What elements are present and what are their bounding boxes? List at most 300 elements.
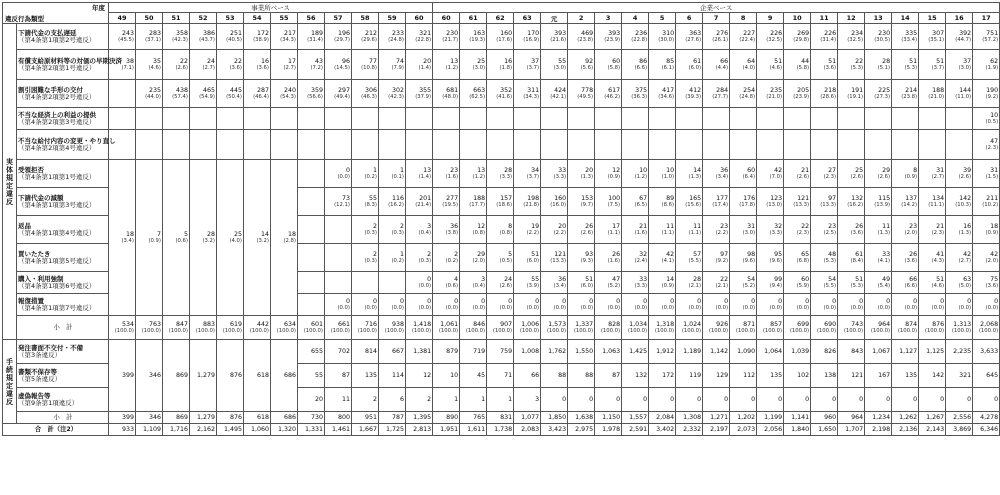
percent-value: (0.2) — [445, 257, 459, 264]
value-cell — [649, 216, 676, 244]
percent-value: (4.0) — [742, 64, 756, 71]
percent-value: (5.3) — [904, 64, 918, 71]
value-cell — [676, 388, 703, 412]
value-cell — [406, 108, 433, 130]
count-value: 618 — [256, 372, 269, 379]
percent-value: (40.5) — [226, 36, 242, 43]
percent-value: (0.5) — [499, 257, 513, 264]
count-value: 23 — [450, 166, 459, 174]
count-value: 618 — [256, 414, 269, 421]
value-cell — [757, 294, 784, 316]
value-cell — [244, 50, 271, 80]
count-value: 66 — [531, 372, 540, 379]
year-cell: 53 — [217, 13, 244, 24]
count-value: 1,418 — [413, 320, 432, 328]
count-value: 28 — [206, 230, 215, 238]
count-value: 1 — [372, 166, 377, 174]
value-cell — [190, 130, 217, 160]
percent-value: (2.0) — [904, 229, 918, 236]
percent-value: (9.6) — [742, 257, 756, 264]
percent-value: (5.3) — [850, 282, 864, 289]
percent-value: (37.9) — [415, 93, 432, 100]
violation-article: （第4条第1項第6号違反） — [18, 281, 96, 290]
count-value: 11 — [882, 222, 891, 230]
percent-value: (42.3) — [388, 93, 404, 100]
value-cell — [892, 340, 919, 364]
value-cell — [568, 316, 595, 340]
value-cell — [892, 272, 919, 294]
count-value: 1 — [454, 396, 459, 403]
value-cell — [811, 340, 838, 364]
value-cell — [838, 388, 865, 412]
count-value: 0 — [562, 297, 567, 305]
violation-article: （第9条第1項違反） — [18, 398, 79, 407]
percent-value: (13.3) — [820, 201, 837, 208]
count-value: 51 — [774, 57, 783, 65]
value-cell — [298, 412, 325, 424]
value-cell — [379, 294, 406, 316]
value-cell — [298, 272, 325, 294]
percent-value: (54.3) — [280, 93, 296, 100]
percent-value: (0.0) — [769, 304, 783, 311]
value-cell — [946, 294, 973, 316]
count-value: 62 — [990, 57, 999, 65]
value-cell — [460, 388, 487, 412]
violation-row — [3, 108, 1000, 130]
value-cell — [946, 216, 973, 244]
value-cell — [541, 160, 568, 188]
percent-value: (19.3) — [469, 36, 486, 43]
count-value: 66 — [909, 275, 918, 283]
count-value: 121 — [554, 250, 567, 258]
count-value: 54 — [747, 275, 756, 283]
count-value: 0 — [670, 396, 675, 403]
count-value: 27 — [828, 166, 837, 174]
value-cell — [649, 50, 676, 80]
count-value: 102 — [797, 372, 810, 379]
count-value: 655 — [310, 348, 323, 355]
value-cell — [784, 412, 811, 424]
count-value: 10 — [666, 166, 675, 174]
count-value: 2,975 — [575, 426, 594, 433]
violation-article: （第4条第2項第4号違反） — [18, 143, 96, 152]
percent-value: (7.0) — [769, 173, 783, 180]
count-value: 871 — [743, 320, 756, 328]
value-cell — [487, 294, 514, 316]
value-cell — [703, 188, 730, 216]
percent-value: (3.8) — [445, 229, 459, 236]
value-cell — [892, 50, 919, 80]
percent-value: (0.0) — [553, 304, 567, 311]
percent-value: (21.8) — [523, 201, 540, 208]
percent-value: (2.1) — [688, 282, 702, 289]
percent-value: (46.3) — [361, 93, 377, 100]
value-cell — [433, 388, 460, 412]
percent-value: (6.4) — [742, 173, 756, 180]
percent-value: (0.0) — [904, 304, 918, 311]
count-value: 306 — [364, 86, 377, 94]
violation-type-name: 不当な経済上の利益の提供 — [18, 110, 96, 119]
count-value: 663 — [473, 86, 486, 94]
count-value: 0 — [643, 297, 648, 305]
count-value: 0 — [427, 297, 432, 305]
count-value: 236 — [635, 29, 648, 37]
percent-value: (33.4) — [901, 36, 918, 43]
violation-type-name: 返品 — [18, 221, 31, 230]
percent-value: (100.0) — [519, 327, 540, 334]
violation-type-name: 下請代金の減額 — [18, 193, 64, 202]
value-cell — [433, 216, 460, 244]
violation-type-label — [17, 388, 109, 412]
count-value: 2,198 — [872, 426, 891, 433]
percent-value: (43.7) — [199, 36, 215, 43]
count-value: 1,271 — [710, 414, 729, 421]
value-cell — [784, 294, 811, 316]
value-cell — [541, 388, 568, 412]
percent-value: (29.6) — [361, 36, 377, 43]
percent-value: (3.6) — [823, 64, 837, 71]
percent-value: (3.3) — [499, 173, 513, 180]
value-cell — [109, 340, 136, 412]
violation-row — [3, 160, 1000, 188]
percent-value: (6.0) — [526, 257, 540, 264]
value-cell — [271, 316, 298, 340]
percent-value: (13.0) — [766, 201, 783, 208]
year-cell: 15 — [919, 13, 946, 24]
percent-value: (6.5) — [634, 201, 648, 208]
value-cell — [325, 364, 352, 388]
value-cell — [946, 364, 973, 388]
value-cell — [487, 424, 514, 436]
percent-value: (32.5) — [766, 36, 783, 43]
count-value: 297 — [337, 86, 350, 94]
value-cell — [244, 412, 271, 424]
count-value: 392 — [959, 29, 972, 37]
percent-value: (2.3) — [931, 229, 945, 236]
value-cell — [595, 424, 622, 436]
count-value: 2,084 — [656, 414, 675, 421]
percent-value: (9.7) — [580, 201, 594, 208]
value-cell — [703, 50, 730, 80]
percent-value: (100.0) — [141, 327, 161, 334]
count-value: 63 — [963, 275, 972, 283]
percent-value: (1.1) — [661, 229, 675, 236]
percent-value: (4.1) — [661, 257, 675, 264]
percent-value: (100.0) — [357, 327, 377, 334]
value-cell — [433, 412, 460, 424]
count-value: 37 — [531, 57, 540, 65]
value-cell — [217, 412, 244, 424]
value-cell — [595, 24, 622, 50]
value-cell — [865, 130, 892, 160]
percent-value: (38.9) — [253, 36, 269, 43]
value-cell — [406, 216, 433, 244]
value-cell — [298, 316, 325, 340]
value-cell — [676, 216, 703, 244]
count-value: 4 — [454, 275, 459, 283]
percent-value: (6.8) — [796, 257, 810, 264]
count-value: 165 — [689, 194, 702, 202]
value-cell — [784, 50, 811, 80]
count-value: 1,381 — [413, 348, 432, 355]
value-cell — [595, 340, 622, 364]
count-value: 71 — [504, 372, 513, 379]
value-cell — [838, 216, 865, 244]
count-value: 14 — [693, 166, 702, 174]
count-value: 0 — [913, 396, 918, 403]
count-value: 20 — [314, 396, 323, 403]
value-cell — [973, 80, 1000, 108]
count-value: 172 — [256, 29, 269, 37]
year-cell: 4 — [622, 13, 649, 24]
violation-type-name: 発注書面不交付・不備 — [18, 343, 83, 352]
value-cell — [595, 412, 622, 424]
value-cell — [217, 316, 244, 340]
count-value: 26 — [909, 250, 918, 258]
count-value: 21 — [936, 222, 945, 230]
count-value: 11 — [341, 396, 350, 403]
percent-value: (27.3) — [874, 93, 891, 100]
value-cell — [622, 272, 649, 294]
count-value: 0 — [697, 396, 702, 403]
count-value: 276 — [716, 29, 729, 37]
percent-value: (22.8) — [631, 36, 648, 43]
value-cell — [568, 364, 595, 388]
percent-value: (30.5) — [874, 36, 891, 43]
count-value: 22 — [801, 222, 810, 230]
value-cell — [460, 80, 487, 108]
percent-value: (0.3) — [364, 257, 377, 264]
percent-value: (5.5) — [688, 257, 702, 264]
count-value: 5 — [183, 230, 188, 238]
count-value: 51 — [936, 57, 945, 65]
value-cell — [649, 80, 676, 108]
percent-value: (0.9) — [661, 282, 675, 289]
percent-value: (44.7) — [955, 36, 972, 43]
percent-value: (8.4) — [850, 257, 864, 264]
value-cell — [919, 50, 946, 80]
percent-value: (0.6) — [175, 237, 188, 244]
percent-value: (0.0) — [607, 304, 621, 311]
percent-value: (2.7) — [202, 64, 215, 71]
value-cell — [811, 216, 838, 244]
count-value: 21 — [801, 166, 810, 174]
value-cell — [946, 244, 973, 272]
count-value: 719 — [473, 348, 486, 355]
violation-type-label — [17, 364, 109, 388]
count-value: 51 — [585, 275, 594, 283]
count-value: 1,060 — [250, 426, 269, 433]
percent-value: (100.0) — [330, 327, 350, 334]
count-value: 1 — [399, 166, 404, 174]
count-value: 243 — [121, 29, 134, 37]
value-cell — [811, 188, 838, 216]
count-value: 346 — [148, 372, 161, 379]
percent-value: (46.4) — [253, 93, 269, 100]
value-cell — [514, 80, 541, 108]
percent-value: (100.0) — [303, 327, 323, 334]
count-value: 49 — [882, 275, 891, 283]
value-cell — [163, 316, 190, 340]
percent-value: (23.9) — [793, 93, 810, 100]
count-value: 0 — [399, 297, 404, 305]
count-value: 311 — [527, 86, 540, 94]
percent-value: (1.1) — [607, 229, 621, 236]
percent-value: (0.0) — [661, 304, 675, 311]
count-value: 235 — [148, 86, 161, 94]
percent-value: (3.3) — [553, 173, 567, 180]
count-value: 160 — [500, 29, 513, 37]
count-value: 874 — [905, 320, 918, 328]
count-value: 814 — [364, 348, 377, 355]
percent-value: (100.0) — [384, 327, 404, 334]
count-value: 1,061 — [440, 320, 459, 328]
percent-value: (100.0) — [276, 327, 296, 334]
percent-value: (3.4) — [715, 173, 729, 180]
percent-value: (5.9) — [796, 282, 810, 289]
count-value: 283 — [148, 29, 161, 37]
value-cell — [973, 340, 1000, 364]
value-cell — [109, 50, 136, 80]
count-value: 0 — [859, 297, 864, 305]
percent-value: (0.0) — [445, 304, 459, 311]
value-cell — [541, 340, 568, 364]
count-value: 42 — [963, 250, 972, 258]
count-value: 1,142 — [710, 348, 729, 355]
count-value: 115 — [878, 194, 891, 202]
value-cell — [649, 108, 676, 130]
count-value: 17 — [612, 222, 621, 230]
procedural-row — [3, 340, 1000, 364]
value-cell — [784, 130, 811, 160]
value-cell — [379, 272, 406, 294]
value-cell — [811, 364, 838, 388]
value-cell — [568, 388, 595, 412]
percent-value: (8.3) — [364, 201, 377, 208]
percent-value: (100.0) — [195, 327, 215, 334]
year-cell: 8 — [730, 13, 757, 24]
count-value: 442 — [256, 320, 269, 328]
count-value: 1,650 — [818, 426, 837, 433]
value-cell — [298, 216, 325, 244]
percent-value: (24.8) — [739, 93, 756, 100]
value-cell — [433, 294, 460, 316]
percent-value: (0.0) — [418, 282, 432, 289]
header-corner — [3, 3, 109, 24]
value-cell — [730, 50, 757, 80]
count-value: 1 — [508, 396, 513, 403]
count-value: 831 — [500, 414, 513, 421]
count-value: 42 — [774, 166, 783, 174]
percent-value: (2.8) — [283, 237, 296, 244]
value-cell — [460, 340, 487, 364]
value-cell — [514, 424, 541, 436]
count-value: 191 — [851, 86, 864, 94]
violation-type-label — [17, 50, 122, 80]
count-value: 960 — [824, 414, 837, 421]
percent-value: (1.6) — [634, 229, 648, 236]
value-cell — [487, 364, 514, 388]
count-value: 1,150 — [602, 414, 621, 421]
percent-value: (3.6) — [985, 282, 999, 289]
percent-value: (100.0) — [789, 327, 810, 334]
value-cell — [244, 424, 271, 436]
percent-value: (7.2) — [310, 64, 323, 71]
count-value: 42 — [666, 250, 675, 258]
count-value: 277 — [446, 194, 459, 202]
value-cell — [460, 130, 487, 160]
percent-value: (6.6) — [904, 282, 918, 289]
count-value: 198 — [527, 194, 540, 202]
value-cell — [784, 216, 811, 244]
count-value: 93 — [585, 250, 594, 258]
value-cell — [676, 316, 703, 340]
value-cell — [541, 424, 568, 436]
percent-value: (2.6) — [175, 64, 188, 71]
percent-value: (1.6) — [445, 173, 459, 180]
header-row — [3, 3, 1000, 13]
count-value: 51 — [936, 275, 945, 283]
count-value: 13 — [423, 166, 432, 174]
value-cell — [946, 80, 973, 108]
value-cell — [487, 272, 514, 294]
value-cell — [892, 294, 919, 316]
value-cell — [352, 316, 379, 340]
value-cell — [757, 364, 784, 388]
percent-value: (9.3) — [580, 257, 594, 264]
value-cell — [622, 340, 649, 364]
count-value: 534 — [121, 320, 134, 328]
count-value: 3,423 — [548, 426, 567, 433]
value-cell — [784, 272, 811, 294]
percent-value: (57.2) — [982, 36, 999, 43]
value-cell — [379, 50, 406, 80]
count-value: 66 — [720, 57, 729, 65]
count-value: 1,267 — [926, 414, 945, 421]
percent-value: (3.0) — [553, 64, 567, 71]
count-value: 1,762 — [548, 348, 567, 355]
year-cell: 63 — [514, 13, 541, 24]
value-cell — [136, 50, 163, 80]
percent-value: (3.0) — [742, 229, 756, 236]
year-row — [3, 13, 1000, 24]
percent-value: (5.3) — [850, 64, 864, 71]
percent-value: (26.1) — [712, 36, 729, 43]
count-value: 1,425 — [629, 348, 648, 355]
count-value: 1,234 — [872, 414, 891, 421]
percent-value: (0.0) — [472, 304, 486, 311]
count-value: 1,638 — [575, 414, 594, 421]
count-value: 211 — [986, 194, 999, 202]
count-value: 763 — [148, 320, 161, 328]
value-cell — [865, 50, 892, 80]
count-value: 114 — [391, 372, 404, 379]
percent-value: (100.0) — [681, 327, 702, 334]
value-cell — [217, 160, 244, 316]
percent-value: (100.0) — [411, 327, 432, 334]
value-cell — [973, 50, 1000, 80]
count-value: 346 — [148, 414, 161, 421]
count-value: 1,127 — [899, 348, 918, 355]
count-value: 22 — [233, 57, 242, 65]
value-cell — [757, 216, 784, 244]
year-cell: 13 — [865, 13, 892, 24]
count-value: 28 — [693, 275, 702, 283]
value-cell — [892, 424, 919, 436]
count-value: 21 — [639, 222, 648, 230]
count-value: 170 — [527, 29, 540, 37]
count-value: 2,143 — [926, 426, 945, 433]
